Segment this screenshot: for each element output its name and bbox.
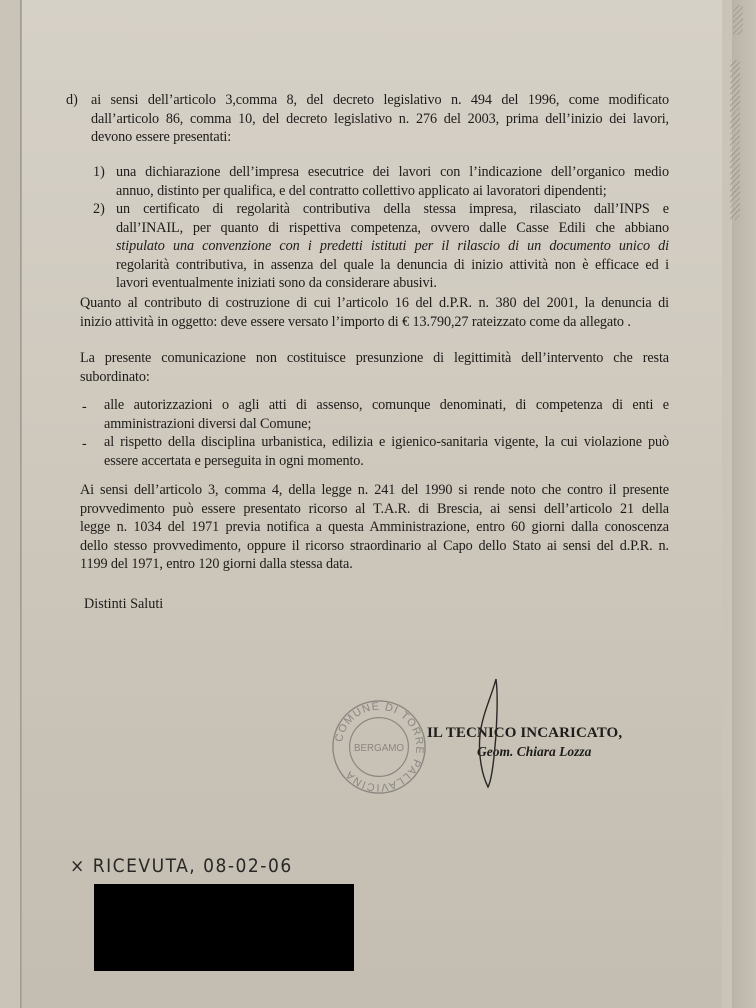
text-line: essere accertata e perseguita in ogni momento.: [104, 452, 364, 469]
background-pattern: [733, 5, 743, 35]
text-line: un certificato di regolarità contributiva della stessa impresa, rilasciato dall’INPS e: [116, 201, 669, 217]
text-line: amministrazioni diversi dal Comune;: [104, 415, 312, 432]
signature-name: Geom. Chiara Lozza: [477, 744, 592, 759]
background-pattern: [730, 60, 740, 220]
bullet-marker: -: [82, 436, 87, 452]
text-line: annuo, distinto per qualifica, e del contratto collettivo applicato ai lavoratori dipendenti;: [116, 182, 607, 199]
text-line: dall’INAIL, per quanto di rispettiva competenza, ovvero dalle Casse Edili che abbiano: [116, 219, 669, 236]
text-line: 1199 del 1971, entro 120 giorni dalla stessa data.: [80, 556, 353, 573]
bullet-marker: -: [82, 399, 87, 415]
text-line: stipulato una convenzione con i predetti istituti per il rilascio di un documento unico di: [116, 238, 669, 255]
paragraph-contributo: [80, 294, 669, 331]
text-line: subordinato:: [80, 368, 150, 385]
text-line: Ai sensi dell’articolo 3, comma 4, della legge n. 241 del 1990 si rende noto che contro il presente: [80, 482, 669, 498]
bullet-item: [104, 396, 669, 433]
text-line: Quanto al contributo di costruzione di cui l’articolo 16 del d.P.R. n. 380 del 2001, la denuncia di: [80, 295, 669, 311]
text-line: regolarità contributiva, in assenza del quale la denuncia di inizio attività non è efficace ed i: [116, 256, 669, 273]
municipal-stamp: [330, 698, 428, 796]
handwritten-note: [70, 850, 350, 884]
text-line: devono essere presentati:: [91, 129, 232, 146]
text-line: legge n. 1034 del 1971 previa notifica a questa Amministrazione, entro 60 giorni dalla conoscenza: [80, 519, 669, 536]
paragraph-ricorso: [80, 481, 669, 574]
item-d-text: [91, 91, 669, 147]
item-d-marker: d): [66, 92, 78, 108]
text-line: lavori eventualmente iniziati sono da considerare abusivi.: [116, 275, 437, 292]
text-line: La presente comunicazione non costituisce presunzione di legittimità dell’intervento che resta: [80, 350, 669, 366]
handwritten-signature: [470, 675, 510, 795]
redaction-block: [94, 884, 354, 971]
stamp-ring-text: COMUNE DI TORRE PALLAVICINA: [333, 700, 426, 794]
stamp-center-text: BERGAMO: [353, 742, 405, 754]
text-line: inizio attività in oggetto: deve essere versato l’importo di € 13.790,27 rateizzato come da allegato .: [80, 313, 631, 330]
handwritten-note-text: × RICEVUTA, 08-02-06: [70, 855, 293, 877]
bullet-item: [104, 433, 669, 470]
text-line: al rispetto della disciplina urbanistica, edilizia e igienico-sanitaria vigente, la cui violazione può: [104, 434, 669, 450]
text-line: ai sensi dell’articolo 3,comma 8, del decreto legislativo n. 494 del 1996, come modificato: [91, 92, 669, 108]
closing-text: Distinti Saluti: [84, 596, 164, 612]
subitem-2-text: [116, 200, 669, 293]
subitem-1-text: [116, 163, 669, 200]
text-line: dello stesso provvedimento, oppure il ricorso straordinario al Capo dello Stato ai sensi del d.P.R. n.: [80, 537, 669, 554]
text-line: una dichiarazione dell’impresa esecutrice dei lavori con l’indicazione dell’organico medio: [116, 164, 669, 180]
text-line: alle autorizzazioni o agli atti di assenso, comunque denominati, di competenza di enti e: [104, 397, 669, 413]
subitem-2-marker: 2): [93, 201, 105, 217]
text-line: provvedimento può essere presentato ricorso al T.A.R. di Brescia, ai sensi dell’articolo 21 della: [80, 500, 669, 517]
subitem-1-marker: 1): [93, 164, 105, 180]
signature-title: IL TECNICO INCARICATO,: [427, 725, 623, 741]
text-line: dall’articolo 86, comma 10, del decreto legislativo n. 276 del 2003, prima dell’inizio dei lavori,: [91, 110, 669, 127]
paragraph-comunicazione: [80, 349, 669, 386]
